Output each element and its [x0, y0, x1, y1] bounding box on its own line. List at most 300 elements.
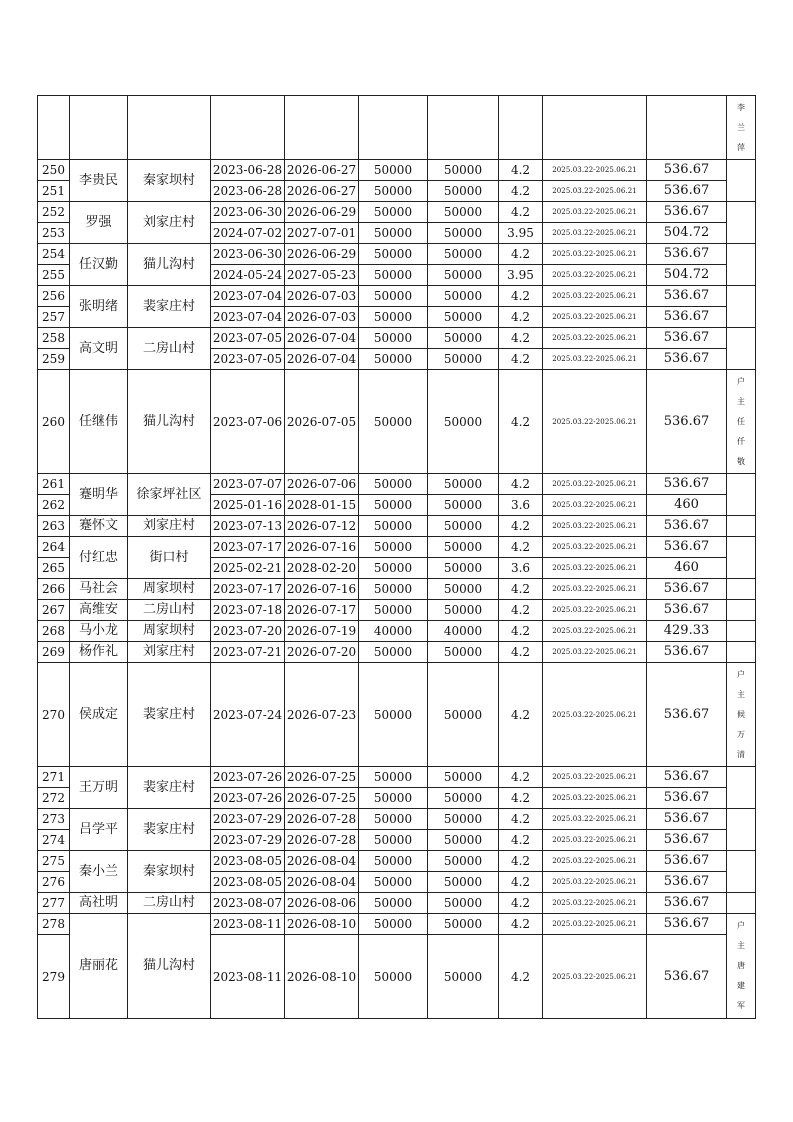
loan-amount-cell: 50000 — [359, 851, 428, 872]
row-number-cell: 269 — [38, 642, 70, 663]
loan-amount-cell: 50000 — [359, 244, 428, 265]
rate-cell: 4.2 — [499, 370, 543, 474]
end-date-cell: 2027-07-01 — [285, 223, 359, 244]
start-date-cell: 2024-07-02 — [211, 223, 285, 244]
balance-cell: 50000 — [428, 516, 499, 537]
balance-cell: 50000 — [428, 788, 499, 809]
note-cell: 李 兰 萍 — [727, 96, 756, 160]
borrower-name-cell: 蹇怀文 — [70, 516, 128, 537]
interest-period-cell: 2025.03.22-2025.06.21 — [543, 349, 647, 370]
borrower-name-cell: 唐丽花 — [70, 914, 128, 1019]
start-date-cell: 2025-01-16 — [211, 495, 285, 516]
village-cell: 周家坝村 — [128, 621, 211, 642]
start-date-cell: 2023-07-26 — [211, 767, 285, 788]
table-row — [38, 579, 756, 600]
balance-cell: 50000 — [428, 474, 499, 495]
rate-cell: 4.2 — [499, 600, 543, 621]
loan-amount-cell: 50000 — [359, 370, 428, 474]
balance-cell: 50000 — [428, 160, 499, 181]
start-date-cell: 2023-06-28 — [211, 181, 285, 202]
loan-amount-cell: 40000 — [359, 621, 428, 642]
note-cell — [727, 474, 756, 516]
balance-cell: 50000 — [428, 935, 499, 1019]
row-number-cell: 250 — [38, 160, 70, 181]
start-date-cell: 2023-07-21 — [211, 642, 285, 663]
end-date-cell: 2026-07-25 — [285, 767, 359, 788]
balance-cell: 50000 — [428, 244, 499, 265]
interest-period-cell: 2025.03.22-2025.06.21 — [543, 370, 647, 474]
end-date-cell: 2026-06-29 — [285, 202, 359, 223]
rate-cell: 4.2 — [499, 328, 543, 349]
interest-amount-cell: 504.72 — [647, 223, 727, 244]
loan-amount-cell: 50000 — [359, 202, 428, 223]
loan-amount-cell: 50000 — [359, 328, 428, 349]
interest-period-cell: 2025.03.22-2025.06.21 — [543, 328, 647, 349]
interest-period-cell: 2025.03.22-2025.06.21 — [543, 872, 647, 893]
row-number-cell: 259 — [38, 349, 70, 370]
balance-cell: 50000 — [428, 663, 499, 767]
interest-amount-cell: 536.67 — [647, 872, 727, 893]
rate-cell: 3.6 — [499, 495, 543, 516]
rate-cell: 4.2 — [499, 181, 543, 202]
interest-amount-cell: 504.72 — [647, 265, 727, 286]
loan-amount-cell: 50000 — [359, 349, 428, 370]
balance-cell: 50000 — [428, 893, 499, 914]
rate-cell: 3.95 — [499, 265, 543, 286]
rate-cell: 4.2 — [499, 788, 543, 809]
start-date-cell: 2025-02-21 — [211, 558, 285, 579]
end-date-cell: 2026-07-16 — [285, 579, 359, 600]
note-cell — [727, 516, 756, 537]
start-date-cell: 2023-06-30 — [211, 244, 285, 265]
rate-cell: 4.2 — [499, 579, 543, 600]
table-row — [38, 286, 756, 307]
interest-amount-cell: 536.67 — [647, 181, 727, 202]
village-cell: 猫儿沟村 — [128, 914, 211, 1019]
interest-period-cell: 2025.03.22-2025.06.21 — [543, 516, 647, 537]
loan-amount-cell: 50000 — [359, 788, 428, 809]
note-cell — [727, 328, 756, 370]
end-date-cell: 2026-07-06 — [285, 474, 359, 495]
balance-cell: 50000 — [428, 579, 499, 600]
interest-amount-cell: 536.67 — [647, 474, 727, 495]
start-date-cell: 2023-07-04 — [211, 286, 285, 307]
interest-amount-cell: 536.67 — [647, 244, 727, 265]
borrower-name-cell: 高社明 — [70, 893, 128, 914]
balance-cell: 50000 — [428, 830, 499, 851]
interest-period-cell: 2025.03.22-2025.06.21 — [543, 160, 647, 181]
borrower-name-cell: 侯成定 — [70, 663, 128, 767]
balance-cell: 50000 — [428, 642, 499, 663]
end-date-cell: 2026-06-29 — [285, 244, 359, 265]
interest-period-cell: 2025.03.22-2025.06.21 — [543, 474, 647, 495]
interest-period-cell: 2025.03.22-2025.06.21 — [543, 286, 647, 307]
rate-cell: 4.2 — [499, 809, 543, 830]
end-date-cell: 2026-08-06 — [285, 893, 359, 914]
end-date-cell: 2026-07-05 — [285, 370, 359, 474]
interest-period-cell: 2025.03.22-2025.06.21 — [543, 830, 647, 851]
end-date-cell: 2028-02-20 — [285, 558, 359, 579]
borrower-name-cell: 张明绪 — [70, 286, 128, 328]
interest-amount-cell: 460 — [647, 495, 727, 516]
start-date-cell: 2023-08-07 — [211, 893, 285, 914]
village-cell: 秦家坝村 — [128, 851, 211, 893]
rate-cell: 4.2 — [499, 307, 543, 328]
rate-cell: 4.2 — [499, 349, 543, 370]
interest-amount-cell: 536.67 — [647, 914, 727, 935]
end-date-cell: 2026-07-17 — [285, 600, 359, 621]
row-number-cell: 268 — [38, 621, 70, 642]
row-number-cell: 271 — [38, 767, 70, 788]
table-row — [38, 96, 756, 160]
row-number-cell: 264 — [38, 537, 70, 558]
end-date-cell: 2026-07-12 — [285, 516, 359, 537]
balance-cell: 50000 — [428, 600, 499, 621]
loan-amount-cell: 50000 — [359, 516, 428, 537]
village-cell: 二房山村 — [128, 328, 211, 370]
interest-amount-cell: 536.67 — [647, 893, 727, 914]
loan-amount-cell: 50000 — [359, 265, 428, 286]
balance-cell: 50000 — [428, 495, 499, 516]
start-date-cell: 2023-08-05 — [211, 872, 285, 893]
interest-amount-cell: 460 — [647, 558, 727, 579]
interest-amount-cell: 536.67 — [647, 307, 727, 328]
interest-amount-cell: 536.67 — [647, 642, 727, 663]
note-cell: 户 主 候 万 清 — [727, 663, 756, 767]
loan-amount-cell: 50000 — [359, 160, 428, 181]
end-date-cell: 2026-07-20 — [285, 642, 359, 663]
village-cell: 徐家坪社区 — [128, 474, 211, 516]
end-date-cell: 2026-07-28 — [285, 809, 359, 830]
balance-cell: 50000 — [428, 370, 499, 474]
interest-period-cell: 2025.03.22-2025.06.21 — [543, 223, 647, 244]
row-number-cell: 278 — [38, 914, 70, 935]
balance-cell: 50000 — [428, 181, 499, 202]
row-number-cell: 274 — [38, 830, 70, 851]
rate-cell: 4.2 — [499, 621, 543, 642]
balance-cell: 50000 — [428, 307, 499, 328]
borrower-name-cell: 蹇明华 — [70, 474, 128, 516]
row-number-cell: 257 — [38, 307, 70, 328]
end-date-cell: 2027-05-23 — [285, 265, 359, 286]
start-date-cell: 2023-07-13 — [211, 516, 285, 537]
borrower-name-cell: 杨作礼 — [70, 642, 128, 663]
interest-amount-cell: 536.67 — [647, 328, 727, 349]
table-row — [38, 328, 756, 349]
interest-amount-cell: 536.67 — [647, 600, 727, 621]
note-cell — [727, 642, 756, 663]
end-date-cell: 2026-07-04 — [285, 328, 359, 349]
borrower-name-cell: 王万明 — [70, 767, 128, 809]
note-cell — [727, 600, 756, 621]
start-date-cell: 2024-05-24 — [211, 265, 285, 286]
table-row — [38, 914, 756, 935]
start-date-cell: 2023-07-04 — [211, 307, 285, 328]
interest-period-cell: 2025.03.22-2025.06.21 — [543, 202, 647, 223]
table-row — [38, 244, 756, 265]
row-number-cell: 254 — [38, 244, 70, 265]
loan-amount-cell: 50000 — [359, 600, 428, 621]
balance-cell: 50000 — [428, 349, 499, 370]
note-cell — [727, 286, 756, 328]
table-row — [38, 767, 756, 788]
start-date-cell: 2023-07-26 — [211, 788, 285, 809]
loan-amount-cell: 50000 — [359, 809, 428, 830]
start-date-cell: 2023-07-17 — [211, 579, 285, 600]
rate-cell: 4.2 — [499, 244, 543, 265]
note-cell — [727, 244, 756, 286]
start-date-cell: 2023-08-11 — [211, 935, 285, 1019]
table-row — [38, 516, 756, 537]
rate-cell: 4.2 — [499, 893, 543, 914]
start-date-cell: 2023-08-05 — [211, 851, 285, 872]
village-cell: 秦家坝村 — [128, 160, 211, 202]
interest-period-cell: 2025.03.22-2025.06.21 — [543, 244, 647, 265]
table-row — [38, 160, 756, 181]
rate-cell: 4.2 — [499, 516, 543, 537]
interest-period-cell: 2025.03.22-2025.06.21 — [543, 642, 647, 663]
balance-cell: 50000 — [428, 537, 499, 558]
interest-amount-cell: 536.67 — [647, 851, 727, 872]
table-row — [38, 537, 756, 558]
rate-cell: 4.2 — [499, 872, 543, 893]
row-number-cell: 255 — [38, 265, 70, 286]
borrower-name-cell: 高文明 — [70, 328, 128, 370]
balance-cell: 50000 — [428, 851, 499, 872]
loan-amount-cell: 50000 — [359, 914, 428, 935]
interest-period-cell: 2025.03.22-2025.06.21 — [543, 851, 647, 872]
start-date-cell: 2023-06-30 — [211, 202, 285, 223]
village-cell: 裴家庄村 — [128, 286, 211, 328]
interest-period-cell: 2025.03.22-2025.06.21 — [543, 265, 647, 286]
note-cell — [727, 893, 756, 914]
row-number-cell: 267 — [38, 600, 70, 621]
interest-amount-cell: 536.67 — [647, 370, 727, 474]
village-cell: 二房山村 — [128, 600, 211, 621]
row-number-cell: 263 — [38, 516, 70, 537]
loan-amount-cell: 50000 — [359, 579, 428, 600]
row-number-cell: 266 — [38, 579, 70, 600]
loan-amount-cell: 50000 — [359, 767, 428, 788]
interest-amount-cell: 536.67 — [647, 579, 727, 600]
note-cell — [727, 579, 756, 600]
rate-cell: 4.2 — [499, 537, 543, 558]
rate-cell: 4.2 — [499, 767, 543, 788]
table-row — [38, 893, 756, 914]
borrower-name-cell: 吕学平 — [70, 809, 128, 851]
borrower-name-cell: 李贵民 — [70, 160, 128, 202]
village-cell: 周家坝村 — [128, 579, 211, 600]
end-date-cell: 2026-08-10 — [285, 935, 359, 1019]
rate-cell: 4.2 — [499, 663, 543, 767]
loan-amount-cell: 50000 — [359, 307, 428, 328]
table-row — [38, 851, 756, 872]
end-date-cell: 2026-07-19 — [285, 621, 359, 642]
interest-period-cell: 2025.03.22-2025.06.21 — [543, 935, 647, 1019]
note-cell — [727, 621, 756, 642]
balance-cell: 50000 — [428, 914, 499, 935]
rate-cell: 4.2 — [499, 935, 543, 1019]
end-date-cell: 2026-08-04 — [285, 851, 359, 872]
row-number-cell: 265 — [38, 558, 70, 579]
row-number-cell: 277 — [38, 893, 70, 914]
rate-cell: 4.2 — [499, 830, 543, 851]
note-cell — [727, 851, 756, 893]
row-number-cell: 260 — [38, 370, 70, 474]
end-date-cell: 2026-08-04 — [285, 872, 359, 893]
village-cell: 裴家庄村 — [128, 809, 211, 851]
end-date-cell: 2028-01-15 — [285, 495, 359, 516]
interest-amount-cell: 536.67 — [647, 935, 727, 1019]
borrower-name-cell: 秦小兰 — [70, 851, 128, 893]
table-row — [38, 642, 756, 663]
interest-amount-cell: 429.33 — [647, 621, 727, 642]
rate-cell: 4.2 — [499, 286, 543, 307]
interest-period-cell: 2025.03.22-2025.06.21 — [543, 788, 647, 809]
interest-amount-cell: 536.67 — [647, 788, 727, 809]
interest-period-cell: 2025.03.22-2025.06.21 — [543, 809, 647, 830]
table-row — [38, 663, 756, 767]
end-date-cell: 2026-06-27 — [285, 160, 359, 181]
interest-amount-cell: 536.67 — [647, 349, 727, 370]
loan-amount-cell: 50000 — [359, 537, 428, 558]
borrower-name-cell: 罗强 — [70, 202, 128, 244]
row-number-cell: 279 — [38, 935, 70, 1019]
interest-amount-cell: 536.67 — [647, 537, 727, 558]
rate-cell: 4.2 — [499, 914, 543, 935]
interest-amount-cell: 536.67 — [647, 809, 727, 830]
borrower-name-cell: 任汉勤 — [70, 244, 128, 286]
table-row — [38, 370, 756, 474]
balance-cell: 50000 — [428, 223, 499, 244]
interest-period-cell: 2025.03.22-2025.06.21 — [543, 558, 647, 579]
village-cell: 刘家庄村 — [128, 202, 211, 244]
village-cell: 二房山村 — [128, 893, 211, 914]
end-date-cell: 2026-07-03 — [285, 307, 359, 328]
rate-cell: 4.2 — [499, 474, 543, 495]
interest-period-cell: 2025.03.22-2025.06.21 — [543, 181, 647, 202]
row-number-cell: 251 — [38, 181, 70, 202]
village-cell: 猫儿沟村 — [128, 370, 211, 474]
note-cell — [727, 809, 756, 851]
loan-amount-cell: 50000 — [359, 181, 428, 202]
village-cell: 裴家庄村 — [128, 663, 211, 767]
rate-cell: 3.95 — [499, 223, 543, 244]
start-date-cell: 2023-08-11 — [211, 914, 285, 935]
balance-cell: 50000 — [428, 265, 499, 286]
interest-period-cell: 2025.03.22-2025.06.21 — [543, 663, 647, 767]
balance-cell: 50000 — [428, 809, 499, 830]
start-date-cell: 2023-07-05 — [211, 349, 285, 370]
row-number-cell: 258 — [38, 328, 70, 349]
village-cell: 刘家庄村 — [128, 516, 211, 537]
borrower-name-cell: 高维安 — [70, 600, 128, 621]
end-date-cell: 2026-07-25 — [285, 788, 359, 809]
interest-amount-cell: 536.67 — [647, 830, 727, 851]
loan-amount-cell: 50000 — [359, 872, 428, 893]
end-date-cell: 2026-07-16 — [285, 537, 359, 558]
row-number-cell: 272 — [38, 788, 70, 809]
row-number-cell: 273 — [38, 809, 70, 830]
loan-amount-cell: 50000 — [359, 663, 428, 767]
note-cell — [727, 767, 756, 809]
balance-cell: 50000 — [428, 328, 499, 349]
start-date-cell: 2023-07-24 — [211, 663, 285, 767]
loan-amount-cell: 50000 — [359, 558, 428, 579]
end-date-cell: 2026-08-10 — [285, 914, 359, 935]
interest-amount-cell: 536.67 — [647, 663, 727, 767]
village-cell: 裴家庄村 — [128, 767, 211, 809]
table-row — [38, 202, 756, 223]
balance-cell: 50000 — [428, 202, 499, 223]
end-date-cell: 2026-06-27 — [285, 181, 359, 202]
row-number-cell: 256 — [38, 286, 70, 307]
note-cell — [727, 160, 756, 202]
row-number-cell: 252 — [38, 202, 70, 223]
borrower-name-cell: 马社会 — [70, 579, 128, 600]
start-date-cell: 2023-07-29 — [211, 809, 285, 830]
interest-amount-cell: 536.67 — [647, 202, 727, 223]
rate-cell: 3.6 — [499, 558, 543, 579]
interest-period-cell: 2025.03.22-2025.06.21 — [543, 307, 647, 328]
table-row — [38, 600, 756, 621]
table-row — [38, 809, 756, 830]
interest-amount-cell: 536.67 — [647, 160, 727, 181]
interest-period-cell: 2025.03.22-2025.06.21 — [543, 495, 647, 516]
borrower-name-cell: 任继伟 — [70, 370, 128, 474]
interest-period-cell: 2025.03.22-2025.06.21 — [543, 579, 647, 600]
loan-amount-cell: 50000 — [359, 935, 428, 1019]
interest-period-cell: 2025.03.22-2025.06.21 — [543, 537, 647, 558]
end-date-cell: 2026-07-03 — [285, 286, 359, 307]
interest-amount-cell: 536.67 — [647, 516, 727, 537]
end-date-cell: 2026-07-23 — [285, 663, 359, 767]
start-date-cell: 2023-07-06 — [211, 370, 285, 474]
rate-cell: 4.2 — [499, 160, 543, 181]
village-cell: 街口村 — [128, 537, 211, 579]
note-cell — [727, 537, 756, 579]
loan-amount-cell: 50000 — [359, 893, 428, 914]
village-cell: 猫儿沟村 — [128, 244, 211, 286]
row-number-cell: 262 — [38, 495, 70, 516]
row-number-cell: 261 — [38, 474, 70, 495]
start-date-cell: 2023-07-29 — [211, 830, 285, 851]
balance-cell: 50000 — [428, 872, 499, 893]
borrower-name-cell: 付红忠 — [70, 537, 128, 579]
start-date-cell: 2023-07-20 — [211, 621, 285, 642]
interest-period-cell: 2025.03.22-2025.06.21 — [543, 767, 647, 788]
loan-amount-cell: 50000 — [359, 830, 428, 851]
end-date-cell: 2026-07-04 — [285, 349, 359, 370]
note-cell: 户 主 唐 建 军 — [727, 914, 756, 1019]
village-cell: 刘家庄村 — [128, 642, 211, 663]
interest-period-cell: 2025.03.22-2025.06.21 — [543, 621, 647, 642]
interest-amount-cell: 536.67 — [647, 286, 727, 307]
row-number-cell: 270 — [38, 663, 70, 767]
borrower-name-cell: 马小龙 — [70, 621, 128, 642]
interest-amount-cell: 536.67 — [647, 767, 727, 788]
loan-amount-cell: 50000 — [359, 223, 428, 244]
start-date-cell: 2023-07-07 — [211, 474, 285, 495]
end-date-cell: 2026-07-28 — [285, 830, 359, 851]
table-row — [38, 621, 756, 642]
rate-cell: 4.2 — [499, 202, 543, 223]
start-date-cell: 2023-07-17 — [211, 537, 285, 558]
table-row — [38, 474, 756, 495]
interest-period-cell: 2025.03.22-2025.06.21 — [543, 914, 647, 935]
loan-amount-cell: 50000 — [359, 495, 428, 516]
row-number-cell: 276 — [38, 872, 70, 893]
